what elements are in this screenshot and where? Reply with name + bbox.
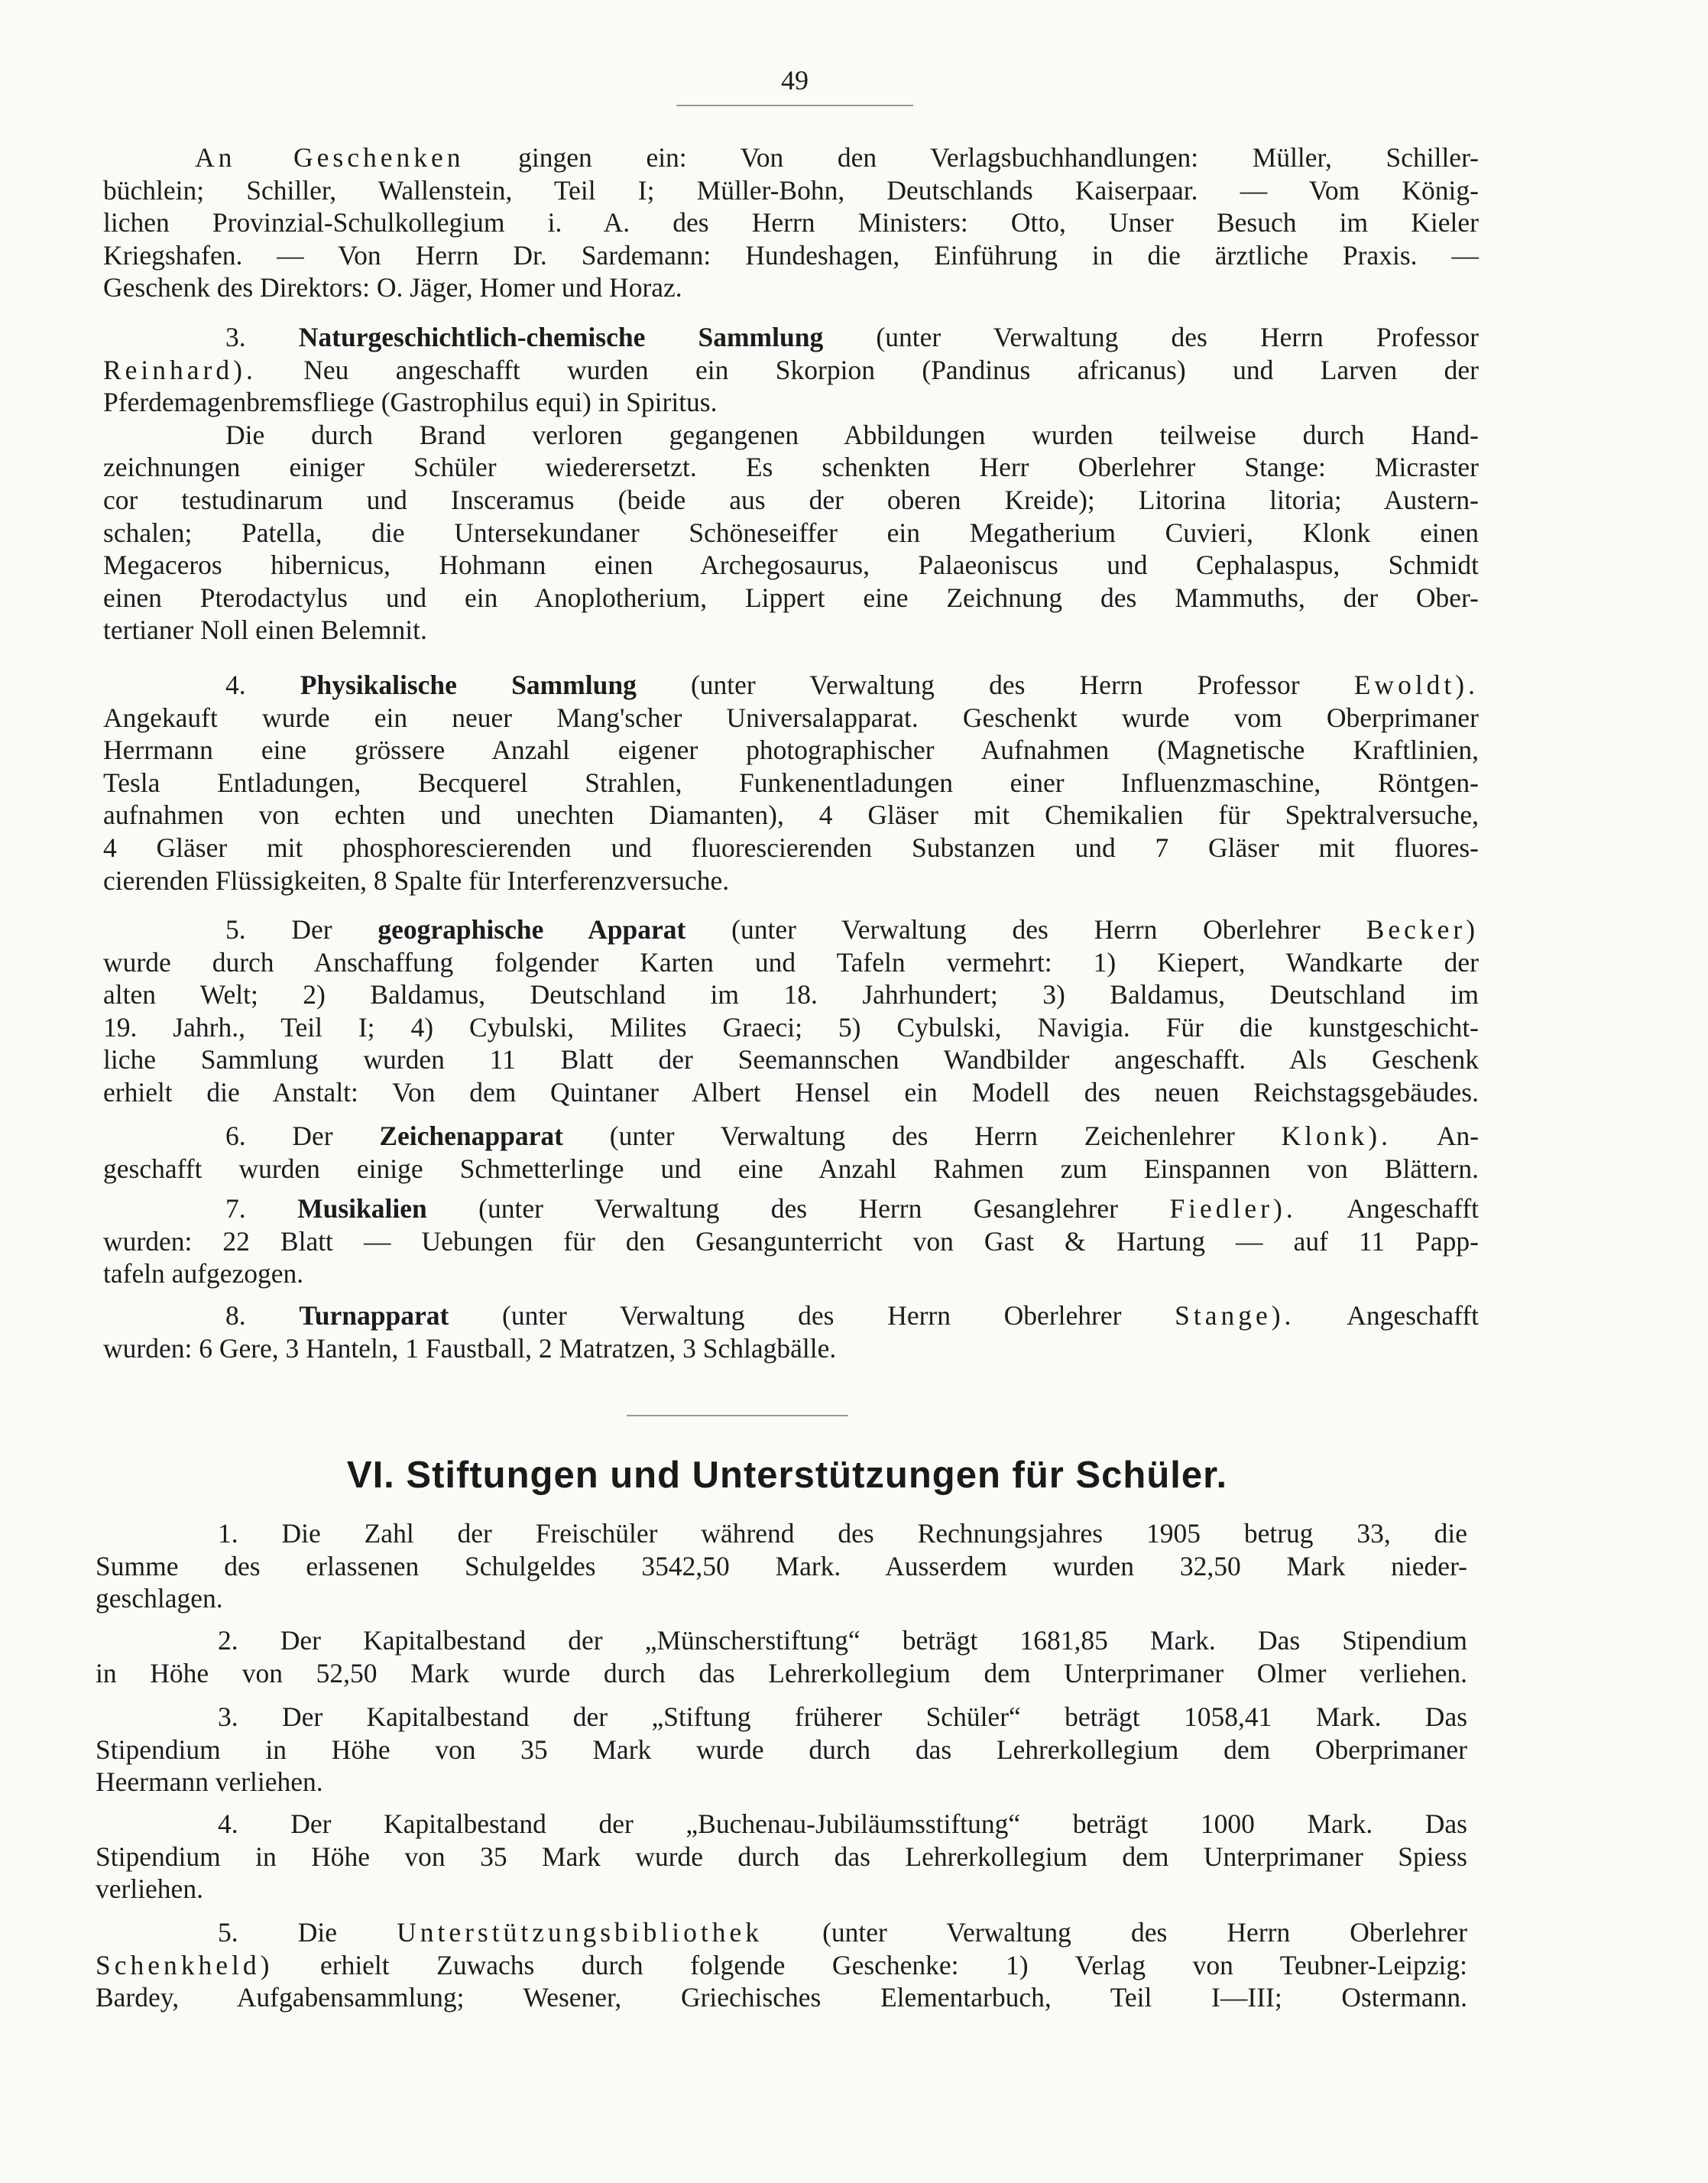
item-line: tertianer Noll einen Belemnit. <box>103 615 427 646</box>
item-line: wurden: 22 Blatt — Uebungen für den Gesangunterricht von Gast & Hartung — auf 11 Papp- <box>103 1225 1479 1257</box>
item-number: 4. <box>218 1808 238 1839</box>
gifts-line: gingen ein: Von den Verlagsbuchhandlungen: Müller, Schiller- <box>518 142 1480 173</box>
item-8-gym <box>103 1299 1479 1364</box>
gifts-line: Kriegshafen. — Von Herrn Dr. Sardemann: Hundeshagen, Einführung in die ärztliche Praxis. — <box>103 239 1479 271</box>
item-line: Der Kapitalbestand der „Münscherstiftung“ beträgt 1681,85 Mark. Das Stipendium <box>280 1625 1468 1656</box>
item-number: 6. <box>225 1121 246 1151</box>
item-line: alten Welt; 2) Baldamus, Deutschland im 18. Jahrhundert; 3) Baldamus, Deutschland im <box>103 979 1479 1010</box>
section-heading: VI. Stiftungen und Unterstützungen für Schüler. <box>346 1455 1228 1496</box>
item-line: Herrmann eine grössere Anzahl eigener photographischer Aufnahmen (Magnetische Kraftlinien, <box>103 735 1479 766</box>
item-line: 4 Gläser mit phosphorescierenden und fluorescierenden Substanzen und 7 Gläser mit fluores- <box>103 832 1479 863</box>
item-line: Die Zahl der Freischüler während des Rechnungsjahres 1905 betrug 33, die <box>281 1518 1468 1549</box>
item-text: Angeschafft <box>1347 1300 1480 1331</box>
item-line: geschafft wurden einige Schmetterlinge und eine Anzahl Rahmen zum Einspannen von Blättern. <box>103 1153 1479 1184</box>
item-line: tafeln aufgezogen. <box>103 1258 304 1289</box>
section-vi-item-4 <box>96 1808 1467 1906</box>
item-line: Der Kapitalbestand der „Stiftung früherer Schüler“ beträgt 1058,41 Mark. Das <box>281 1701 1468 1732</box>
item-line: wurde durch Anschaffung folgender Karten und Tafeln vermehrt: 1) Kiepert, Wandkarte der <box>103 946 1479 978</box>
item-line: Die durch Brand verloren gegangenen Abbildungen wurden teilweise durch Hand- <box>225 419 1479 450</box>
item-line: zeichnungen einiger Schüler wiederersetzt. Es schenkten Herr Oberlehrer Stange: Micraster <box>103 452 1479 483</box>
page-number: 49 <box>781 65 809 96</box>
person-name: Fiedler). <box>1169 1193 1297 1224</box>
item-title: Physikalische Sammlung <box>300 670 637 700</box>
gifts-lead: An Geschenken <box>195 142 465 173</box>
item-line: Neu angeschafft wurden ein Skorpion (Pandinus africanus) und Larven der <box>303 354 1480 385</box>
item-title: Turnapparat <box>299 1300 449 1331</box>
item-line: Heermann verliehen. <box>96 1766 323 1798</box>
item-line: erhielt Zuwachs durch folgende Geschenke: 1) Verlag von Teubner-Leipzig: <box>319 1949 1467 1980</box>
item-line: 19. Jahrh., Teil I; 4) Cybulski, Milites Graeci; 5) Cybulski, Navigia. Für die kunstgeschicht- <box>103 1011 1479 1043</box>
item-line: Summe des erlassenen Schulgeldes 3542,50 Mark. Ausserdem wurden 32,50 Mark nieder- <box>96 1550 1467 1581</box>
item-line: cor testudinarum und Insceramus (beide aus der oberen Kreide); Litorina litoria; Austern- <box>103 484 1479 515</box>
person-name: Stange). <box>1175 1300 1295 1331</box>
item-7-music <box>103 1192 1479 1290</box>
item-number: 7. <box>225 1193 246 1224</box>
item-line: Bardey, Aufgabensammlung; Wesener, Griechisches Elementarbuch, Teil I—III; Ostermann. <box>96 1982 1467 2013</box>
item-line: wurden: 6 Gere, 3 Hanteln, 1 Faustball, 2 Matratzen, 3 Schlagbälle. <box>103 1332 837 1364</box>
item-title: Musikalien <box>297 1193 427 1224</box>
item-line: Stipendium in Höhe von 35 Mark wurde durch das Lehrerkollegium dem Oberprimaner <box>96 1734 1467 1765</box>
item-title: Zeichenapparat <box>379 1121 563 1151</box>
item-line: Pferdemagenbremsfliege (Gastrophilus equi) in Spiritus. <box>103 387 718 418</box>
item-5-geography <box>103 913 1479 1109</box>
item-line: schalen; Patella, die Untersekundaner Schöneseiffer ein Megatherium Cuvieri, Klonk einen <box>103 517 1479 548</box>
section-vi-item-5 <box>96 1916 1467 2014</box>
header-rule <box>676 105 913 106</box>
item-6-drawing <box>103 1120 1479 1185</box>
item-text: (unter Verwaltung des Herrn Professor <box>690 670 1300 700</box>
item-3-natural-history <box>103 321 1479 647</box>
section-vi-item-3 <box>96 1701 1467 1799</box>
section-vi-item-2 <box>96 1624 1467 1689</box>
item-line: liche Sammlung wurden 11 Blatt der Seemannschen Wandbilder angeschafft. Als Geschenk <box>103 1044 1479 1075</box>
item-title: Naturgeschichtlich-chemische Sammlung <box>298 322 824 352</box>
item-line: geschlagen. <box>96 1583 223 1614</box>
library-name: Unterstützungsbibliothek <box>397 1917 763 1948</box>
item-text: (unter Verwaltung des Herrn Zeichenlehrer <box>609 1121 1235 1151</box>
person-name: Becker) <box>1366 914 1480 945</box>
item-text: Die <box>297 1917 337 1948</box>
item-line: in Höhe von 52,50 Mark wurde durch das Lehrerkollegium dem Unterprimaner Olmer verliehen. <box>96 1657 1467 1688</box>
section-rule <box>627 1415 848 1416</box>
item-number: 5. <box>225 914 246 945</box>
item-line: Angekauft wurde ein neuer Mang'scher Universalapparat. Geschenkt wurde vom Oberprimaner <box>103 702 1479 733</box>
gifts-line: Geschenk des Direktors: O. Jäger, Homer und Horaz. <box>103 272 682 303</box>
person-name: Schenkheld) <box>96 1949 274 1980</box>
section-vi-item-1 <box>96 1517 1467 1615</box>
item-line: verliehen. <box>96 1873 203 1905</box>
item-4-physics <box>103 669 1479 897</box>
item-text: (unter Verwaltung des Herrn Oberlehrer <box>731 914 1321 945</box>
item-line: Der Kapitalbestand der „Buchenau-Jubiläumsstiftung“ beträgt 1000 Mark. Das <box>290 1808 1467 1839</box>
item-line: erhielt die Anstalt: Von dem Quintaner Albert Hensel ein Modell des neuen Reichstagsgebäudes. <box>103 1076 1479 1108</box>
person-name: Klonk). <box>1281 1121 1392 1151</box>
person-name: Reinhard). <box>103 354 257 385</box>
item-line: Megaceros hibernicus, Hohmann einen Archegosaurus, Palaeoniscus und Cephalaspus, Schmidt <box>103 550 1479 581</box>
item-line: cierenden Flüssigkeiten, 8 Spalte für Interferenzversuche. <box>103 864 730 896</box>
item-number: 4. <box>225 670 246 700</box>
gifts-line: büchlein; Schiller, Wallenstein, Teil I; Müller-Bohn, Deutschlands Kaiserpaar. — Vom König- <box>103 174 1479 206</box>
item-number: 1. <box>218 1518 238 1549</box>
person-name: Ewoldt). <box>1353 670 1479 700</box>
gifts-line: lichen Provinzial-Schulkollegium i. A. des Herrn Ministers: Otto, Unser Besuch im Kieler <box>103 207 1479 238</box>
item-number: 3. <box>218 1701 238 1732</box>
item-title: geographische Apparat <box>378 914 686 945</box>
item-number: 8. <box>225 1300 246 1331</box>
item-line: aufnahmen von echten und unechten Diamanten), 4 Gläser mit Chemikalien für Spektralversuche, <box>103 800 1479 831</box>
item-text: An- <box>1436 1121 1480 1151</box>
item-line: Tesla Entladungen, Becquerel Strahlen, Funkenentladungen einer Influenzmaschine, Röntgen- <box>103 767 1479 798</box>
item-line: einen Pterodactylus und ein Anoplotherium, Lippert eine Zeichnung des Mammuths, der Ober- <box>103 582 1479 613</box>
item-text: Der <box>292 1121 333 1151</box>
item-line: Stipendium in Höhe von 35 Mark wurde durch das Lehrerkollegium dem Unterprimaner Spiess <box>96 1841 1467 1872</box>
item-text: Der <box>291 914 332 945</box>
item-number: 3. <box>225 322 246 352</box>
item-text: Angeschafft <box>1347 1193 1480 1224</box>
item-text: (unter Verwaltung des Herrn Oberlehrer <box>822 1917 1468 1948</box>
item-number: 5. <box>218 1917 238 1948</box>
item-number: 2. <box>218 1625 238 1656</box>
gifts-paragraph <box>103 141 1479 304</box>
item-text: (unter Verwaltung des Herrn Gesanglehrer <box>478 1193 1118 1224</box>
item-text: (unter Verwaltung des Herrn Professor <box>876 322 1480 352</box>
item-text: (unter Verwaltung des Herrn Oberlehrer <box>502 1300 1122 1331</box>
